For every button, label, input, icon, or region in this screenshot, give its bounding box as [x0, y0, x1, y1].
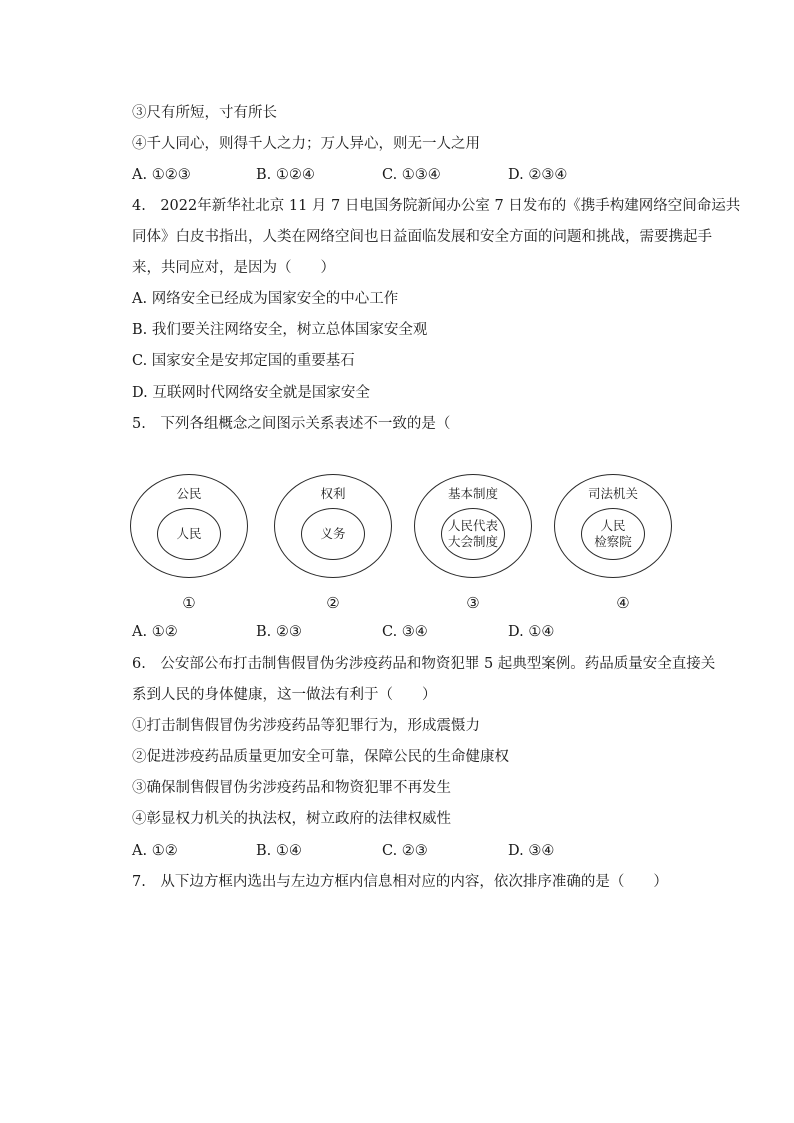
- diagram-3-outer-label: 基本制度: [447, 486, 498, 501]
- q4-stem-line-1: 4. 2022年新华社北京 11 月 7 日电国务院新闻办公室 7 日发布的《携手构建网络空间命运共: [132, 198, 741, 214]
- q5-option-a[interactable]: A. ①②: [132, 624, 178, 640]
- q6-item-1: ①打击制售假冒伪劣涉疫药品等犯罪行为，形成震慑力: [132, 718, 480, 734]
- diagram-3-inner-label: 人民代表 大会制度: [447, 518, 498, 549]
- q3-option-b[interactable]: B. ①②④: [256, 167, 315, 183]
- diagram-4-inner-label: 人民 检察院: [594, 518, 632, 549]
- q3-item-3: ③尺有所短，寸有所长: [132, 105, 277, 121]
- q5-stem: 5. 下列各组概念之间图示关系表述不一致的是（: [132, 416, 451, 432]
- q6-item-4: ④彰显权力机关的执法权，树立政府的法律权威性: [132, 811, 451, 827]
- q4-option-b[interactable]: B. 我们要关注网络安全，树立总体国家安全观: [132, 322, 428, 338]
- diagram-2-number: ②: [326, 594, 340, 612]
- q5-option-b[interactable]: B. ②③: [256, 624, 302, 640]
- diagram-4-outer-label: 司法机关: [587, 486, 638, 501]
- q6-option-d[interactable]: D. ③④: [508, 843, 555, 859]
- diagram-1-number: ①: [182, 594, 196, 612]
- q4-stem-line-3: 来，共同应对，是因为（ ）: [132, 260, 335, 276]
- q4-option-a[interactable]: A. 网络安全已经成为国家安全的中心工作: [132, 291, 399, 307]
- q3-option-d[interactable]: D. ②③④: [508, 167, 568, 183]
- diagram-3-number: ③: [466, 594, 480, 612]
- q6-item-3: ③确保制售假冒伪劣涉疫药品和物资犯罪不再发生: [132, 780, 451, 796]
- q5-option-c[interactable]: C. ③④: [382, 624, 428, 640]
- diagram-1-inner-label: 人民: [176, 526, 202, 541]
- q6-item-2: ②促进涉疫药品质量更加安全可靠，保障公民的生命健康权: [132, 749, 509, 765]
- diagram-2-inner-label: 义务: [320, 526, 346, 541]
- q4-option-d[interactable]: D. 互联网时代网络安全就是国家安全: [132, 385, 370, 401]
- q3-option-c[interactable]: C. ①③④: [382, 167, 441, 183]
- q6-stem-line-2: 系到人民的身体健康，这一做法有利于（ ）: [132, 687, 437, 703]
- q4-option-c[interactable]: C. 国家安全是安邦定国的重要基石: [132, 353, 355, 369]
- q3-options: [132, 165, 692, 185]
- q6-option-b[interactable]: B. ①④: [256, 843, 302, 859]
- q3-item-4: ④千人同心，则得千人之力；万人异心，则无一人之用: [132, 136, 480, 152]
- q5-options: [132, 622, 692, 642]
- diagram-2-outer-label: 权利: [320, 486, 346, 501]
- q6-option-a[interactable]: A. ①②: [132, 843, 178, 859]
- q4-stem-line-2: 同体》白皮书指出，人类在网络空间也日益面临发展和安全方面的问题和挑战，需要携起手: [132, 229, 712, 245]
- q3-option-a[interactable]: A. ①②③: [132, 167, 191, 183]
- q5-concept-diagrams: [126, 474, 686, 616]
- q6-stem-line-1: 6. 公安部公布打击制售假冒伪劣涉疫药品和物资犯罪 5 起典型案例。药品质量安全直接关: [132, 656, 716, 672]
- q6-options: [132, 841, 692, 861]
- diagram-1-outer-label: 公民: [176, 486, 202, 501]
- q6-option-c[interactable]: C. ②③: [382, 843, 428, 859]
- q5-option-d[interactable]: D. ①④: [508, 624, 555, 640]
- q7-stem: 7. 从下边方框内选出与左边方框内信息相对应的内容，依次排序准确的是（ ）: [132, 874, 668, 890]
- diagram-4-number: ④: [616, 594, 630, 612]
